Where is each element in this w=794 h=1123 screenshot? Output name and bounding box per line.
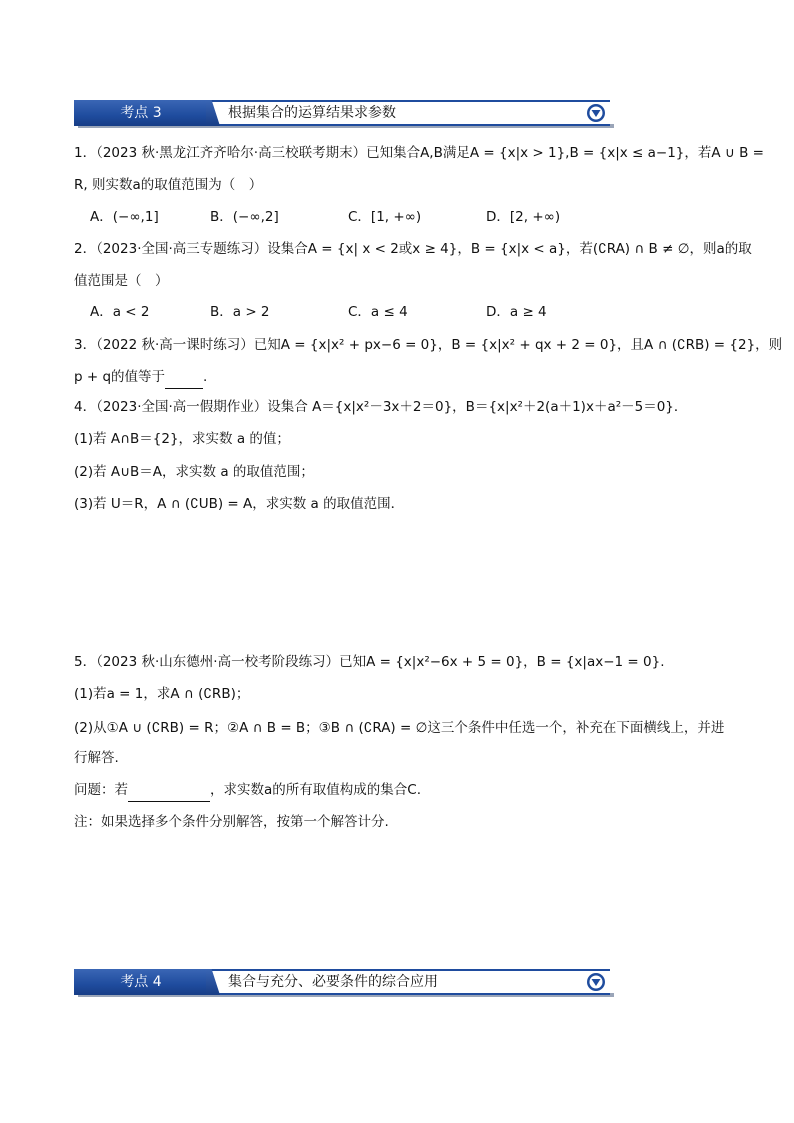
- chevron-down-icon: [586, 972, 606, 992]
- question-2-option-b: B．a > 2: [210, 304, 270, 320]
- question-5-ask-pre: 问题：若: [74, 782, 128, 798]
- question-1-line-1: 1．（2023 秋·黑龙江齐齐哈尔·高三校联考期末）已知集合A,B满足A = {x|x > 1},B = {x|x ≤ a−1}，若A ∪ B =: [74, 145, 764, 161]
- answer-blank: [165, 366, 203, 389]
- question-1-line-2: R, 则实数a的取值范围为（ ）: [74, 177, 263, 193]
- question-3-line-1: 3．（2022 秋·高一课时练习）已知A = {x|x² + px−6 = 0}，B = {x|x² + qx + 2 = 0}，且A ∩ (∁RB) = {2}，则: [74, 337, 783, 353]
- question-2-option-c: C．a ≤ 4: [348, 304, 408, 320]
- section-banner-3: [74, 100, 614, 126]
- question-2-option-a: A．a < 2: [90, 304, 150, 320]
- section-title-box: [208, 969, 610, 995]
- question-4-part-2: (2)若 A∪B＝A，求实数 a 的取值范围；: [74, 464, 314, 480]
- question-5-ask-post: ，求实数a的所有取值构成的集合C.: [210, 782, 421, 798]
- question-5-part-1: (1)若a = 1，求A ∩ (∁RB)；: [74, 686, 250, 702]
- question-4-part-1: (1)若 A∩B＝{2}，求实数 a 的值；: [74, 431, 290, 447]
- question-5-part-2-cont: 行解答.: [74, 750, 119, 766]
- question-1-option-a: A．(−∞,1]: [90, 209, 159, 225]
- question-4-part-3: (3)若 U＝R，A ∩ (∁UB) = A，求实数 a 的取值范围．: [74, 496, 405, 512]
- section-tag: 考点 3: [74, 100, 208, 126]
- question-2-line-1: 2．（2023·全国·高三专题练习）设集合A = {x| x < 2或x ≥ 4}，B = {x|x < a}，若(∁RA) ∩ B ≠ ∅，则a的取: [74, 241, 752, 257]
- question-5-ask: [74, 779, 724, 802]
- question-3-text: p + q的值等于: [74, 369, 166, 385]
- section-tag: 考点 4: [74, 969, 208, 995]
- question-1-option-b: B．(−∞,2]: [210, 209, 279, 225]
- answer-blank: [128, 779, 210, 802]
- chevron-down-icon: [586, 103, 606, 123]
- question-5-note: 注：如果选择多个条件分别解答，按第一个解答计分.: [74, 814, 389, 830]
- question-5-part-2: (2)从①A ∪ (∁RB) = R；②A ∩ B = B；③B ∩ (∁RA) = ∅这三个条件中任选一个，补充在下面横线上，并进: [74, 720, 725, 736]
- question-1-option-d: D．[2, +∞): [486, 209, 561, 225]
- section-title: 集合与充分、必要条件的综合应用: [228, 974, 438, 990]
- question-1-option-c: C．[1, +∞): [348, 209, 422, 225]
- section-banner-4: [74, 969, 614, 995]
- question-3-period: .: [203, 369, 208, 385]
- section-title-box: [208, 100, 610, 126]
- question-5-line-1: 5．（2023 秋·山东德州·高一校考阶段练习）已知A = {x|x²−6x + 5 = 0}，B = {x|ax−1 = 0}.: [74, 654, 665, 670]
- question-4-line-1: 4．（2023·全国·高一假期作业）设集合 A＝{x|x²－3x＋2＝0}，B＝{x|x²＋2(a＋1)x＋a²－5＝0}．: [74, 399, 688, 415]
- question-3-line-2: [74, 366, 724, 389]
- question-2-option-d: D．a ≥ 4: [486, 304, 547, 320]
- question-2-line-2: 值范围是（ ）: [74, 273, 169, 289]
- section-title: 根据集合的运算结果求参数: [228, 105, 396, 121]
